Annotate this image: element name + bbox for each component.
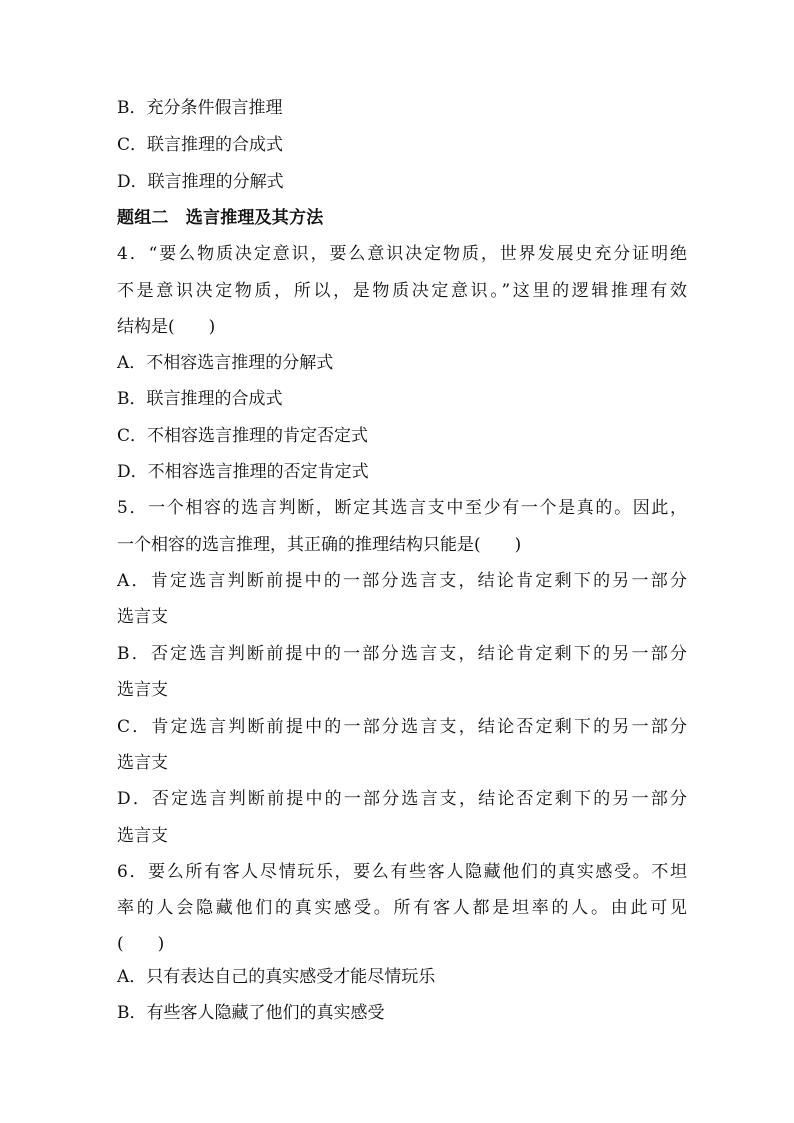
question-6-text: 率的人会隐藏他们的真实感受。所有客人都是坦率的人。由此可见 — [117, 898, 687, 918]
option-d-q5: 选言支 — [117, 826, 168, 846]
question-5-text: 5．一个相容的选言判断，断定其选言支中至少有一个是真的。因此， — [117, 498, 687, 518]
option-a-q6: A．只有表达自己的真实感受才能尽情玩乐 — [117, 967, 436, 987]
option-d-q4: D．不相容选言推理的否定肯定式 — [117, 462, 369, 482]
question-5-text: 一个相容的选言推理，其正确的推理结构只能是( ) — [117, 535, 522, 555]
section-heading: 题组二 选言推理及其方法 — [117, 208, 324, 228]
option-b-q5: 选言支 — [117, 680, 168, 700]
option-b-q5: B．否定选言判断前提中的一部分选言支，结论肯定剩下的另一部分 — [117, 644, 687, 664]
option-d-q5: D．否定选言判断前提中的一部分选言支，结论否定剩下的另一部分 — [117, 789, 687, 809]
option-b-q4: B．联言推理的合成式 — [117, 389, 283, 409]
option-c-q3: C．联言推理的合成式 — [117, 135, 284, 155]
question-4-text: 4．“要么物质决定意识，要么意识决定物质，世界发展史充分证明绝 — [117, 244, 687, 264]
option-c-q4: C．不相容选言推理的肯定否定式 — [117, 426, 369, 446]
option-c-q5: C．肯定选言判断前提中的一部分选言支，结论否定剩下的另一部分 — [117, 717, 687, 737]
option-a-q5: 选言支 — [117, 607, 168, 627]
option-d-q3: D．联言推理的分解式 — [117, 172, 284, 192]
option-b-q3: B．充分条件假言推理 — [117, 98, 283, 118]
question-4-text: 结构是( ) — [117, 317, 216, 337]
option-a-q4: A．不相容选言推理的分解式 — [117, 353, 334, 373]
option-a-q5: A．肯定选言判断前提中的一部分选言支，结论肯定剩下的另一部分 — [117, 571, 687, 591]
question-6-text: 6．要么所有客人尽情玩乐，要么有些客人隐藏他们的真实感受。不坦 — [117, 862, 687, 882]
question-6-text: ( ) — [117, 934, 165, 954]
question-4-text: 不是意识决定物质，所以，是物质决定意识。”这里的逻辑推理有效 — [117, 281, 687, 301]
option-c-q5: 选言支 — [117, 753, 168, 773]
option-b-q6: B．有些客人隐藏了他们的真实感受 — [117, 1003, 385, 1023]
